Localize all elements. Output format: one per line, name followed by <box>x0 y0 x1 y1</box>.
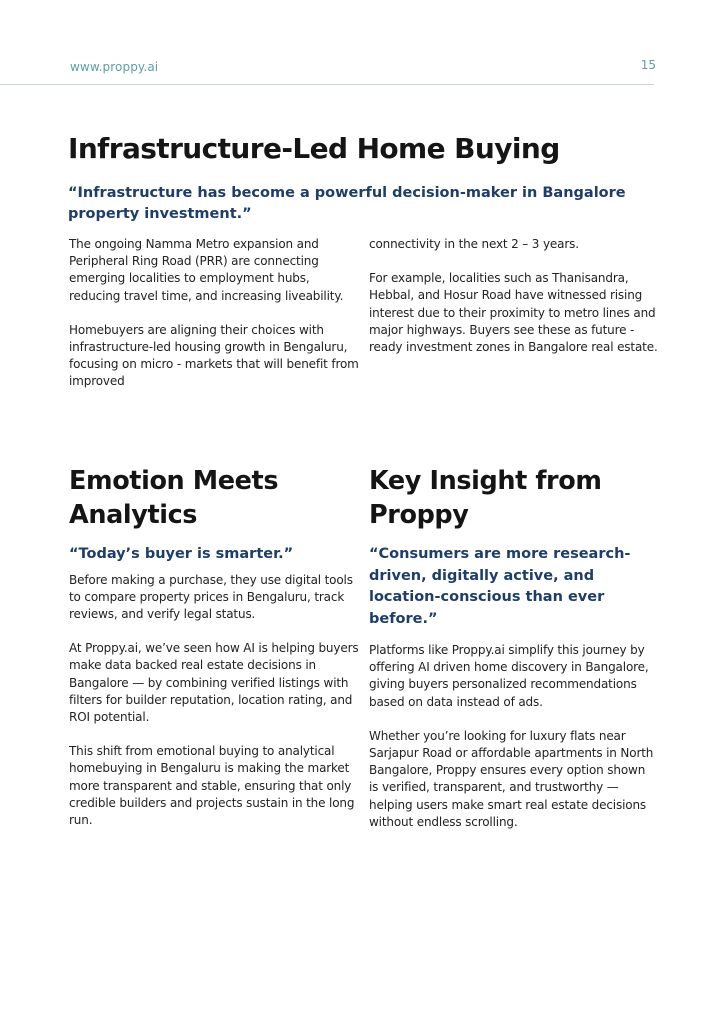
section-title-emotion: Emotion Meets Analytics <box>69 466 279 530</box>
paragraph: Whether you’re looking for luxury flats near Sarjapur Road or affordable apartments in North Bangalore, Proppy ensures every option shown is verified, transparent, and trustworthy — helping users make smart real estate decisions without endless scrolling. <box>369 728 654 829</box>
pull-quote-key-insight: “Consumers are more research-driven, digitally active, and location-conscious than ever before.” <box>369 546 631 627</box>
section1-right-column <box>369 236 659 356</box>
paragraph: Before making a purchase, they use digital tools to compare property prices in Bengaluru, track reviews, and verify legal status. <box>69 572 353 621</box>
section1-left-column <box>69 236 361 391</box>
header-url[interactable]: www.proppy.ai <box>70 60 159 74</box>
paragraph: The ongoing Namma Metro expansion and Peripheral Ring Road (PRR) are connecting emerging localities to employment hubs, reducing travel time, and increasing liveability. <box>69 237 344 303</box>
pull-quote-emotion: “Today’s buyer is smarter.” <box>69 546 294 562</box>
section-emotion-analytics <box>69 464 359 829</box>
paragraph: For example, localities such as Thanisandra, Hebbal, and Hosur Road have witnessed rising interest due to their proximity to metro lines and major highways. Buyers see these as future - ready investment zones in Bangalore real estate. <box>369 271 658 355</box>
paragraph: connectivity in the next 2 – 3 years. <box>369 237 579 251</box>
section-title-infrastructure: Infrastructure-Led Home Buying <box>68 132 560 165</box>
paragraph: At Proppy.ai, we’ve seen how AI is helping buyers make data backed real estate decisions in Bangalore — by combining verified listings with filters for builder reputation, location rating, and ROI potential. <box>69 641 359 724</box>
page-number: 15 <box>640 58 656 72</box>
paragraph: This shift from emotional buying to analytical homebuying in Bengaluru is making the market more transparent and stable, ensuring that only credible builders and projects sustain in the long run. <box>69 744 355 827</box>
header-divider <box>0 84 654 85</box>
section-key-insight <box>369 464 655 831</box>
paragraph: Homebuyers are aligning their choices with infrastructure-led housing growth in Bengaluru, focusing on micro - markets that will benefit from improved <box>69 322 359 389</box>
pull-quote-infrastructure: “Infrastructure has become a powerful decision-maker in Bangalore property investment.” <box>68 185 626 222</box>
paragraph: Platforms like Proppy.ai simplify this journey by offering AI driven home discovery in Bangalore, giving buyers personalized recommendations based on data instead of ads. <box>369 643 649 709</box>
section-title-key-insight: Key Insight from Proppy <box>369 466 602 530</box>
